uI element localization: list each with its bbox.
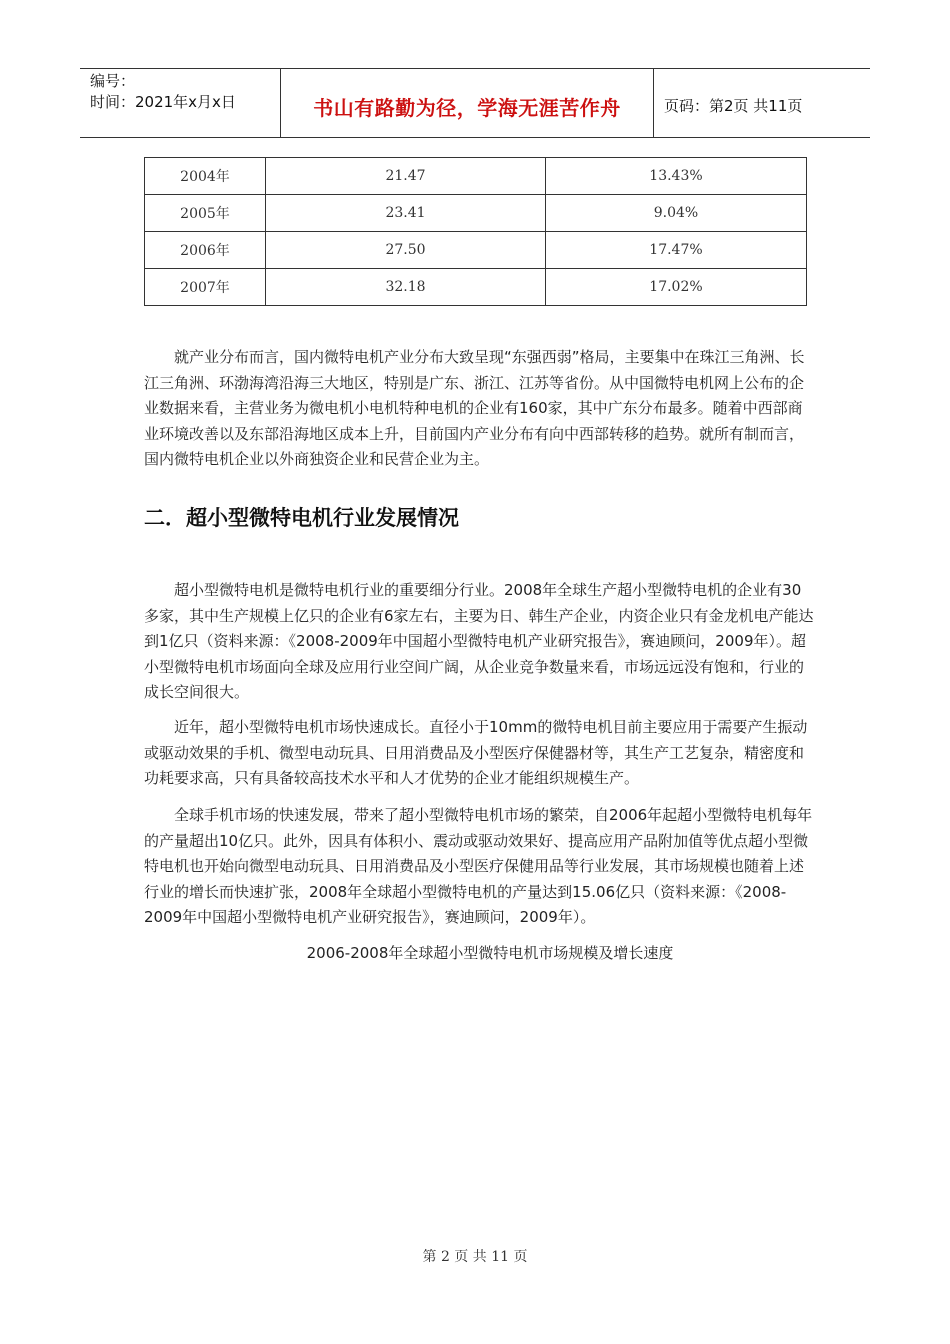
figure-caption: 2006-2008年全球超小型微特电机市场规模及增长速度	[306, 944, 674, 962]
paragraph-global-mobile-market: 全球手机市场的快速发展，带来了超小型微特电机市场的繁荣，自2006年起超小型微特电机每年的产量超出10亿只。此外，因具有体积小、震动或驱动效果好、提高应用产品附加值等优点超小型微特电机也开始向微型电动玩具、日用消费品及小型医疗保健用品等行业发展，其市场规模也随着上述行业的增长而快速扩张，2008年全球超小型微特电机的产量达到15.06亿只（资料来源：《2008-2009年中国超小型微特电机产业研究报告》，赛迪顾问，2009年）。	[144, 806, 813, 927]
paragraph-industry-distribution: 就产业分布而言，国内微特电机产业分布大致呈现“东强西弱”格局，主要集中在珠江三角洲、长江三角洲、环渤海湾沿海三大地区，特别是广东、浙江、江苏等省份。从中国微特电机网上公布的企业数据来看，主营业务为微电机小电机特种电机的企业有160家，其中广东分布最多。随着中西部商业环境改善以及东部沿海地区成本上升，目前国内产业分布有向中西部转移的趋势。就所有制而言，国内微特电机企业以外商独资企业和民营企业为主。	[144, 348, 805, 469]
table-cell-year: 2005年	[145, 195, 266, 232]
document-date-label: 时间：2021年x月x日	[90, 93, 236, 111]
table-cell-year: 2004年	[145, 158, 266, 195]
table-cell-value: 23.41	[266, 195, 546, 232]
table-cell-value: 27.50	[266, 232, 546, 269]
table-cell-growth: 9.04%	[546, 195, 807, 232]
table-row	[145, 269, 807, 306]
table-cell-value: 21.47	[266, 158, 546, 195]
table-cell-year: 2006年	[145, 232, 266, 269]
header-page-info: 页码：第2页 共11页	[664, 96, 803, 115]
table-cell-growth: 17.02%	[546, 269, 807, 306]
document-number-label: 编号：	[90, 72, 136, 90]
table-row	[145, 232, 807, 269]
section-title: 二．超小型微特电机行业发展情况	[144, 506, 459, 530]
table-cell-growth: 13.43%	[546, 158, 807, 195]
table-cell-value: 32.18	[266, 269, 546, 306]
data-table	[144, 157, 807, 306]
paragraph-market-growth: 近年，超小型微特电机市场快速成长。直径小于10mm的微特电机目前主要应用于需要产生振动或驱动效果的手机、微型电动玩具、日用消费品及小型医疗保健器材等，其生产工艺复杂，精密度和功耗要求高，只有具备较高技术水平和人才优势的企业才能组织规模生产。	[144, 718, 808, 788]
table-row	[145, 195, 807, 232]
header-motto: 书山有路勤为径，学海无涯苦作舟	[280, 69, 654, 137]
page-header	[80, 68, 870, 138]
paragraph-micro-motor-overview: 超小型微特电机是微特电机行业的重要细分行业。2008年全球生产超小型微特电机的企业有30多家，其中生产规模上亿只的企业有6家左右，主要为日、韩生产企业，内资企业只有金龙机电产能达到1亿只（资料来源：《2008-2009年中国超小型微特电机产业研究报告》，赛迪顾问，2009年）。超小型微特电机市场面向全球及应用行业空间广阔，从企业竞争数量来看，市场远远没有饱和，行业的成长空间很大。	[144, 581, 814, 702]
header-meta	[80, 69, 280, 137]
table-cell-year: 2007年	[145, 269, 266, 306]
table-row	[145, 158, 807, 195]
page-footer: 第 2 页 共 11 页	[422, 1249, 528, 1265]
table-cell-growth: 17.47%	[546, 232, 807, 269]
